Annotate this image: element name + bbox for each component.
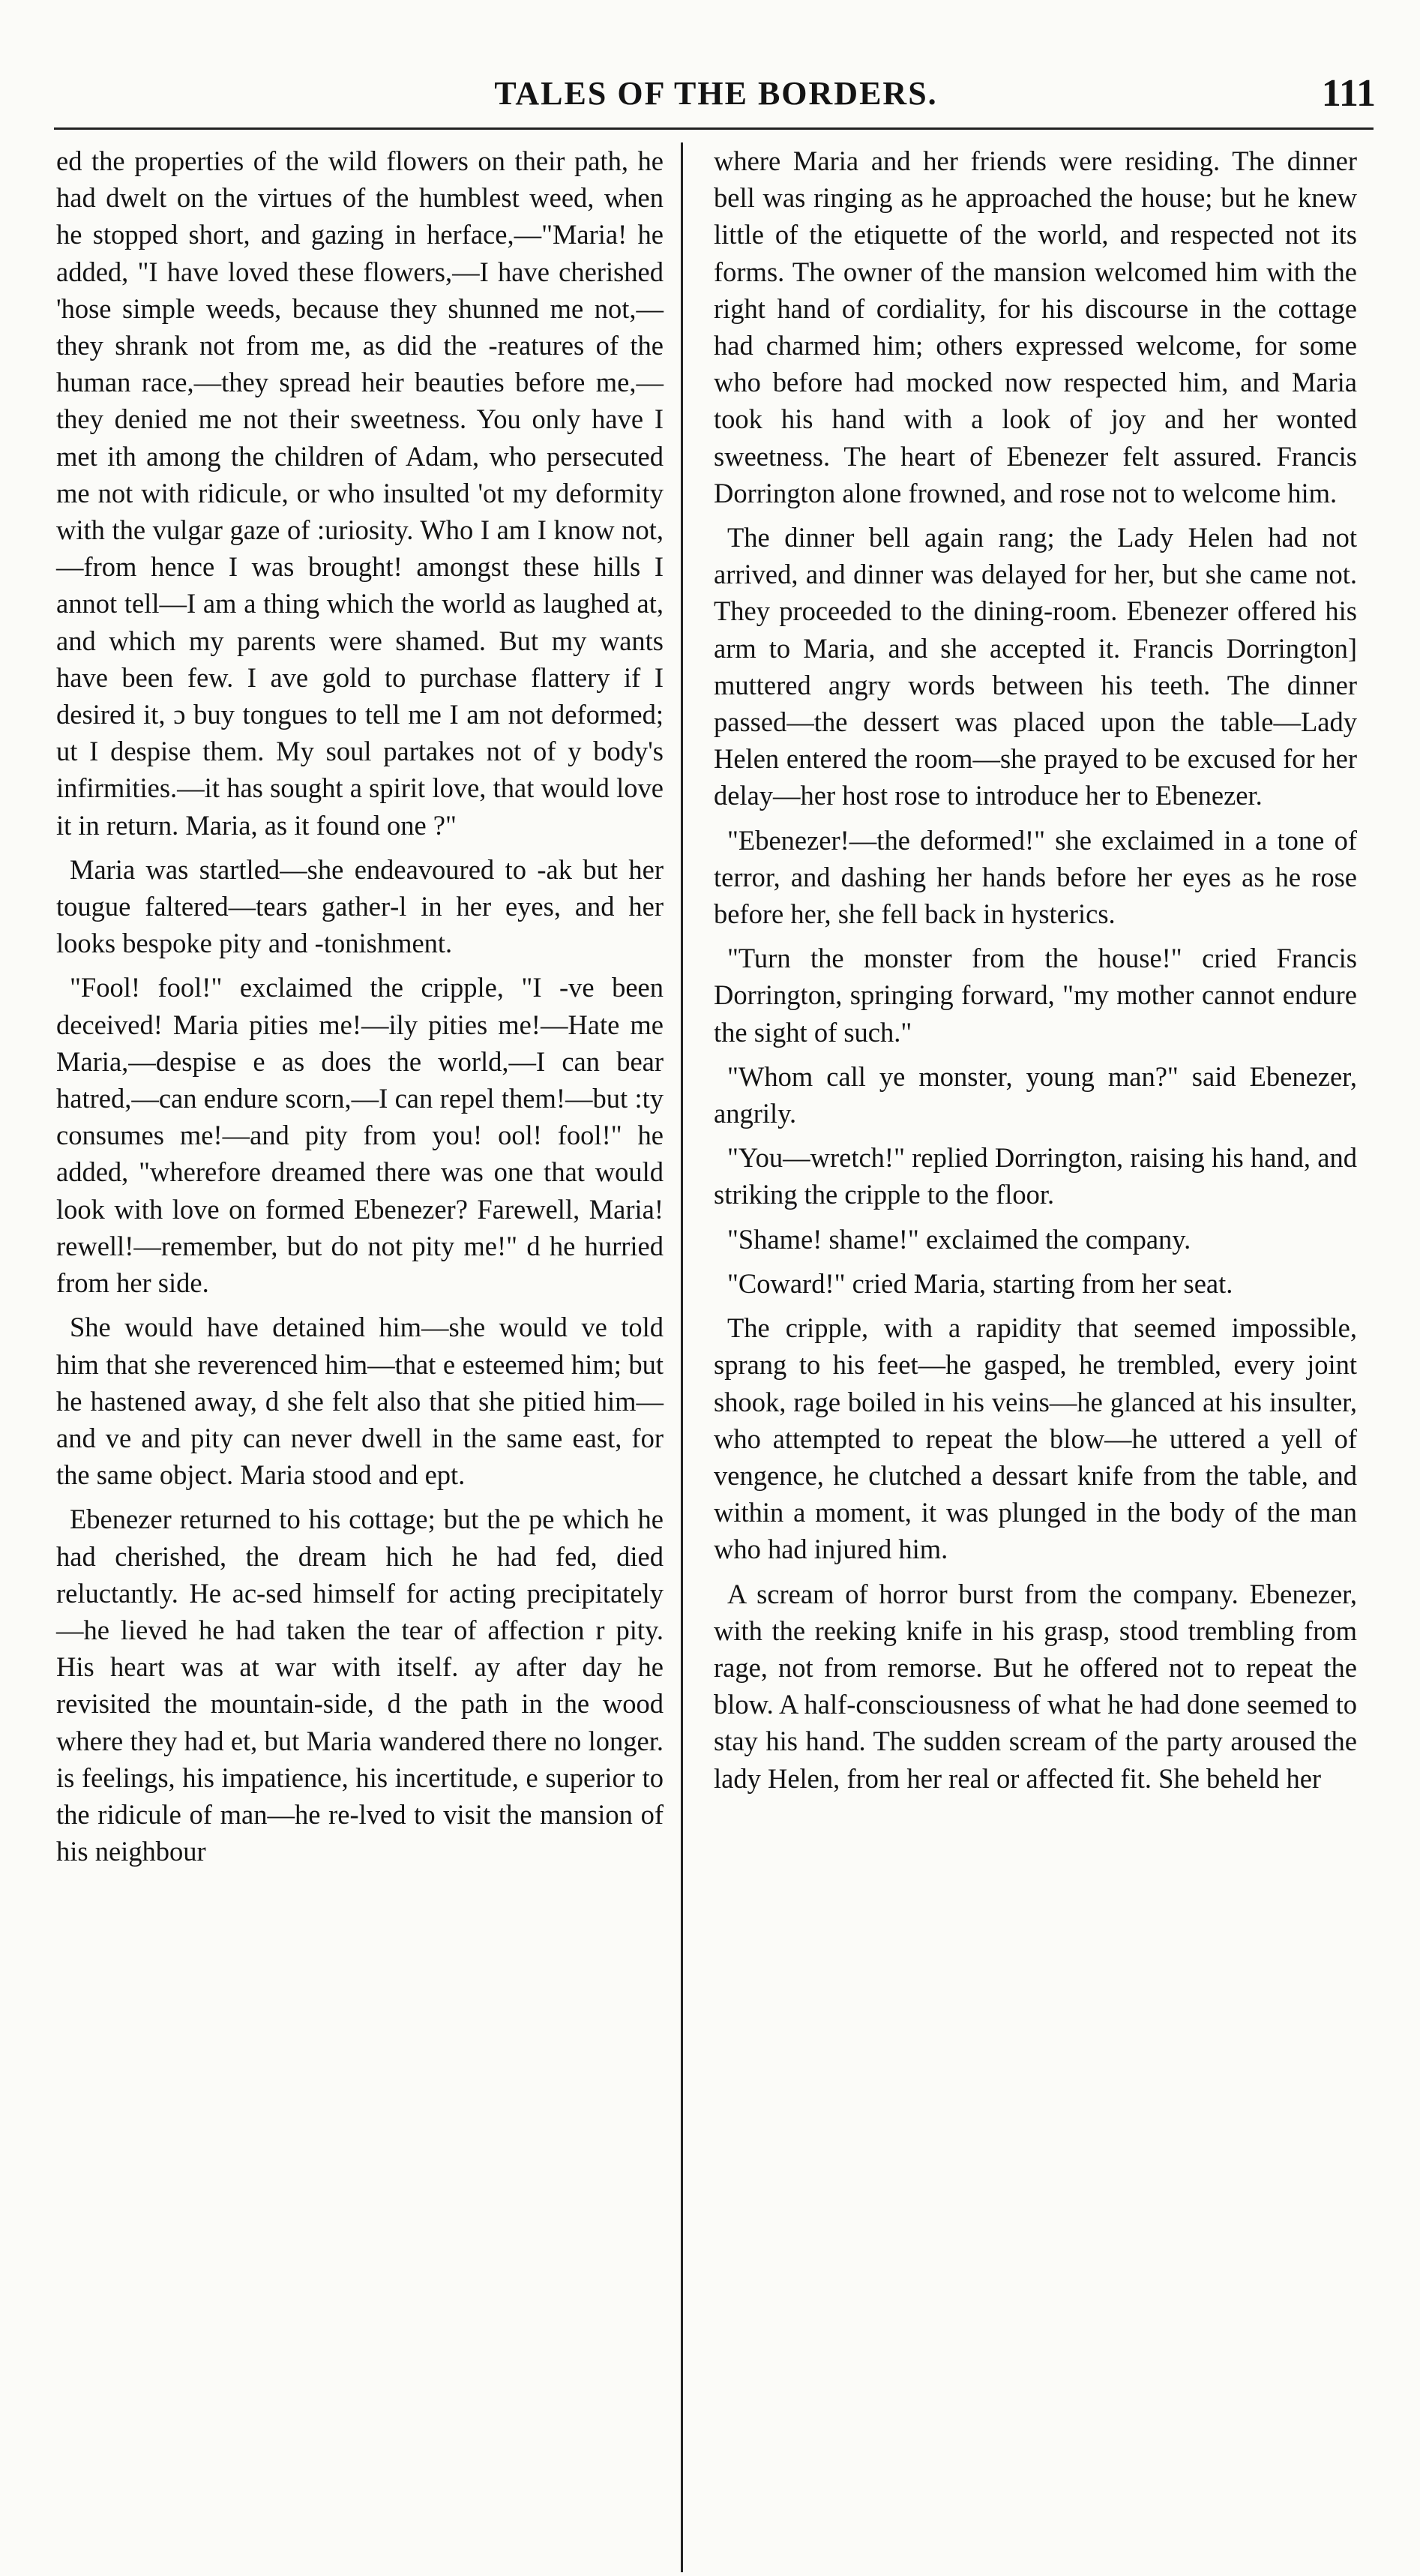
left-paragraph-2: Maria was startled—she endeavoured to ‑ak but her tougue faltered—tears gather‑l in her eyes, and her looks bespoke pity and ‑tonishment.	[56, 853, 664, 959]
right-paragraph-1: where Maria and her friends were residing. The dinner bell was ringing as he approached the house; but he knew little of the etiquette of the world, and respected not its forms. The owner of the mansion welcomed him with the right hand of cordiality, for his discourse in the cottage had charmed him; others expressed welcome, for some who before had mocked now respected him, and Maria took his hand with a look of joy and her wonted sweetness. The heart of Ebenezer felt assured. Francis Dorrington alone frowned, and rose not to welcome him.	[714, 145, 1357, 508]
right-paragraph-4: "Turn the monster from the house!" cried Francis Dorrington, springing forward, "my mother cannot endure the sight of such."	[714, 943, 1357, 1048]
right-paragraph-10: A scream of horror burst from the company. Ebenezer, with the reeking knife in his grasp, stood trembling from rage, not from remorse. But he offered not to repeat the blow. A half-consciousness of what he had done seemed to stay his hand. The sudden scream of the party aroused the lady Helen, from her real or affected fit. She beheld her	[714, 1578, 1357, 1794]
right-column	[714, 142, 1357, 1804]
right-paragraph-2: The dinner bell again rang; the Lady Helen had not arrived, and dinner was delayed for her, but she came not. They proceeded to the dining-room. Ebenezer offered his arm to Maria, and she accepted it. Francis Dorrington] muttered angry words between his teeth. The dinner passed—the dessert was placed upon the table—Lady Helen entered the room—she prayed to be excused for her delay—her host rose to introduce her to Ebenezer.	[714, 522, 1357, 811]
right-paragraph-6: "You—wretch!" replied Dorrington, raising his hand, and striking the cripple to the floor.	[714, 1142, 1357, 1210]
left-column	[56, 142, 664, 1877]
right-paragraph-7: "Shame! shame!" exclaimed the company.	[727, 1223, 1191, 1255]
right-paragraph-9: The cripple, with a rapidity that seemed impossible, sprang to his feet—he gasped, he trembled, every joint shook, rage boiled in his veins—he glanced at his insulter, who attempted to repeat the blow—he uttered a yell of vengence, he clutched a dessart knife from the table, and within a moment, it was plunged in the body of the man who had injured him.	[714, 1312, 1357, 1565]
right-paragraph-8: "Coward!" cried Maria, starting from her seat.	[727, 1267, 1233, 1299]
page-number: 111	[1321, 72, 1376, 115]
right-paragraph-5: "Whom call ye monster, young man?" said Ebenezer, angrily.	[714, 1060, 1357, 1129]
running-title: TALES OF THE BORDERS.	[494, 75, 938, 112]
left-paragraph-3: "Fool! fool!" exclaimed the cripple, "I ‑ve been deceived! Maria pities me!—ily pities me!—Hate me Maria,—despise e as does the world,—I can bear hatred,—can endure scorn,—I can repel them!—but :ty consumes me!—and pity from you! ool! fool!" he added, "wherefore dreamed there was one that would look with love on formed Ebenezer? Farewell, Maria! rewell!—remember, but do not pity me!" d he hurried from her side.	[56, 972, 664, 1299]
page-header	[56, 71, 1376, 127]
column-divider	[681, 142, 683, 2572]
left-paragraph-4: She would have detained him—she would ve told him that she reverenced him—that e esteemed him; but he hastened away, d she felt also that she pitied him—and ve and pity can never dwell in the same east, for the same object. Maria stood and ept.	[56, 1312, 664, 1491]
left-paragraph-1: ed the properties of the wild flowers on their path, he had dwelt on the virtues of the humblest weed, when he stopped short, and gazing in herface,—"Maria! he added, "I have loved these flowers,—I have cherished 'hose simple weeds, because they shunned me not,—they shrank not from me, as did the ‑reatures of the human race,—they spread heir beauties before me,—they denied me not their sweetness. You only have I met ith among the children of Adam, who persecuted me not with ridicule, or who insulted 'ot my deformity with the vulgar gaze of :uriosity. Who I am I know not,—from hence I was brought! amongst these hills I annot tell—I am a thing which the world as laughed at, and which my parents were shamed. But my wants have been few. I ave gold to purchase flattery if I desired it, ɔ buy tongues to tell me I am not deformed; ut I despise them. My soul partakes not of y body's infirmities.—it has sought a spirit love, that would love it in return. Maria, as it found one ?"	[56, 145, 664, 841]
left-paragraph-5: Ebenezer returned to his cottage; but the pe which he had cherished, the dream hich he had fed, died reluctantly. He ac‑sed himself for acting precipitately—he lieved he had taken the tear of affection r pity. His heart was at war with itself. ay after day he revisited the mountain-side, d the path in the wood where they had et, but Maria wandered there no longer. is feelings, his impatience, his incertitude, e superior to the ridicule of man—he re‑lved to visit the mansion of his neighbour	[56, 1504, 664, 1867]
right-paragraph-3: "Ebenezer!—the deformed!" she exclaimed in a tone of terror, and dashing her hands before her eyes as he rose before her, she fell back in hysterics.	[714, 824, 1357, 930]
header-rule	[54, 127, 1374, 130]
